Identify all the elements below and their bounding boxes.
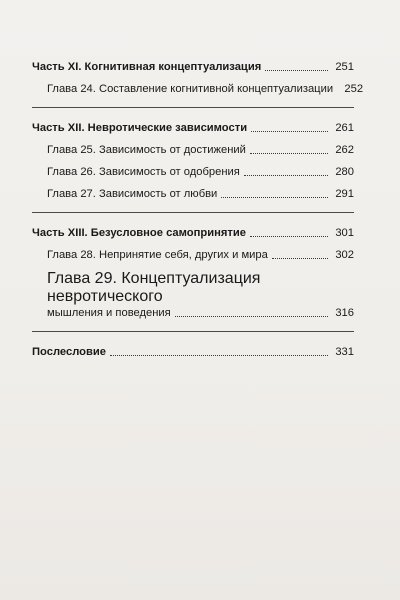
chapter-title: Глава 24. Составление когнитивной концептуализации [47, 83, 334, 95]
dot-leader [251, 131, 328, 132]
toc-chapter-24[interactable] [32, 82, 364, 96]
page-number: 331 [335, 346, 354, 358]
chapter-title-line1: Глава 29. Концептуализация невротического [47, 270, 261, 305]
dot-leader [221, 197, 328, 198]
chapter-title: Глава 25. Зависимость от достижений [47, 144, 246, 156]
dot-leader [175, 316, 328, 317]
toc-afterword[interactable] [32, 345, 354, 359]
chapter-title: Глава 27. Зависимость от любви [47, 188, 218, 200]
chapter-title-line2: мышления и поведения [47, 307, 171, 319]
toc-part-11[interactable] [32, 60, 354, 74]
part-title: Послесловие [32, 346, 106, 358]
part-title: Часть XI. Когнитивная концептуализация [32, 61, 262, 73]
page-number: 261 [335, 122, 354, 134]
chapter-title-line2-row [47, 306, 354, 320]
toc-chapter-28[interactable] [32, 248, 354, 262]
toc-chapter-29[interactable] [32, 270, 354, 320]
page-number: 251 [335, 61, 354, 73]
table-of-contents [32, 60, 364, 359]
chapter-title: Глава 26. Зависимость от одобрения [47, 166, 240, 178]
page-number: 252 [344, 83, 364, 95]
part-title: Часть XII. Невротические зависимости [32, 122, 248, 134]
dot-leader [250, 236, 328, 237]
section-divider [32, 107, 354, 108]
section-divider [32, 331, 354, 332]
toc-chapter-27[interactable] [32, 187, 354, 201]
toc-part-12[interactable] [32, 121, 354, 135]
dot-leader [244, 175, 328, 176]
toc-part-13[interactable] [32, 226, 354, 240]
chapter-title: Глава 28. Непринятие себя, других и мира [47, 249, 268, 261]
page-number: 280 [335, 166, 354, 178]
part-title: Часть XIII. Безусловное самопринятие [32, 227, 246, 239]
dot-leader [250, 153, 328, 154]
toc-chapter-25[interactable] [32, 143, 354, 157]
toc-chapter-26[interactable] [32, 165, 354, 179]
page-number: 262 [335, 144, 354, 156]
page-number: 316 [335, 307, 354, 319]
dot-leader [110, 355, 328, 356]
dot-leader [272, 258, 328, 259]
page-number: 302 [335, 249, 354, 261]
page-number: 301 [335, 227, 354, 239]
dot-leader [265, 70, 328, 71]
section-divider [32, 212, 354, 213]
page-number: 291 [335, 188, 354, 200]
